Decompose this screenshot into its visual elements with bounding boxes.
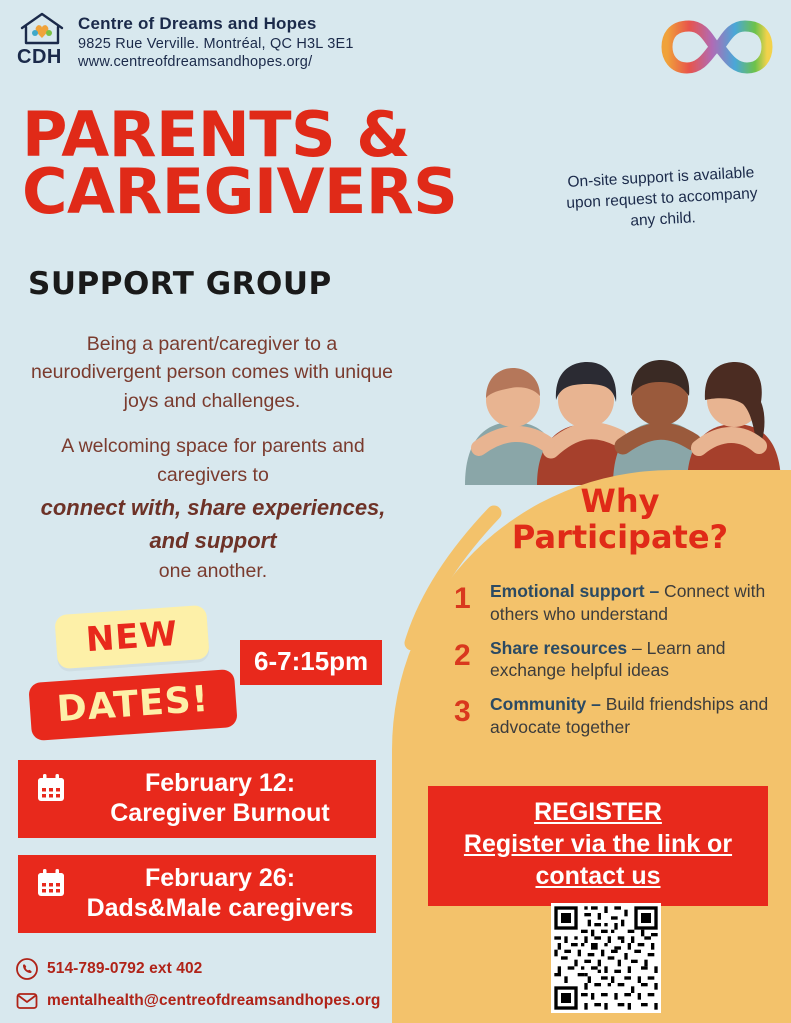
register-line-2: Register via the link or	[463, 830, 733, 858]
dates-badge	[28, 669, 238, 741]
why-heading-line-2: Participate?	[511, 517, 729, 556]
org-address: 9825 Rue Verville. Montréal, QC H3L 3E1	[78, 35, 354, 52]
onsite-support-note: On-site support is available upon request to accompany any child.	[565, 164, 758, 230]
org-info	[78, 10, 354, 72]
intro-paragraph-2-post: one another.	[158, 560, 268, 582]
page-title	[22, 98, 458, 229]
session-topic: Caregiver Burnout	[110, 799, 330, 827]
logo-text: CDH	[17, 46, 62, 68]
reasons-list	[448, 580, 783, 750]
intro-paragraph-2-pre: A welcoming space for parents and caregivers to	[61, 435, 365, 487]
house-icon	[20, 12, 64, 46]
register-title: REGISTER	[534, 798, 662, 826]
why-heading-line-1: Why	[580, 482, 660, 520]
intro-paragraph-2	[18, 432, 408, 586]
dates-badge-label: DATES!	[55, 678, 211, 731]
reason-number: 2	[454, 638, 471, 672]
intro-paragraph-1: Being a parent/caregiver to a neurodivergent person comes with unique joys and challenges.	[30, 333, 394, 412]
reason-lead: Community –	[490, 694, 601, 714]
calendar-icon	[36, 868, 66, 898]
list-item	[448, 637, 783, 683]
session-row	[18, 760, 376, 838]
people-hugging-illustration	[455, 300, 785, 485]
register-box[interactable]	[428, 786, 768, 906]
phone-number: 514-789-0792 ext 402	[47, 960, 203, 977]
why-participate-heading	[470, 484, 770, 556]
reason-text: Build friendships and advocate together	[490, 694, 769, 737]
reason-number: 1	[454, 582, 471, 615]
cdh-logo	[14, 10, 70, 72]
phone-icon	[16, 958, 38, 980]
reason-text: Connect with others who understand	[490, 581, 766, 624]
email-address: mentalhealth@centreofdreamsandhopes.org	[47, 992, 381, 1009]
list-item	[448, 580, 783, 626]
reason-lead: Emotional support –	[490, 581, 660, 601]
session-topic: Dads&Male caregivers	[86, 894, 354, 922]
header	[14, 10, 354, 72]
register-line-3: contact us	[535, 862, 661, 890]
new-badge	[54, 605, 209, 669]
intro-paragraph-2-emphasis: connect with, share experiences, and support	[40, 494, 386, 553]
neurodiversity-infinity-icon	[661, 14, 773, 80]
list-item	[448, 693, 783, 739]
title-line-2: CAREGIVERS	[22, 155, 458, 229]
qr-code[interactable]	[551, 903, 661, 1013]
reason-text: – Learn and exchange helpful ideas	[490, 637, 726, 681]
calendar-icon	[36, 773, 66, 803]
session-date: February 12:	[144, 769, 296, 797]
contact-email[interactable]	[16, 990, 380, 1012]
title-line-1: PARENTS &	[22, 98, 410, 171]
session-date: February 26:	[144, 864, 296, 892]
contact-phone[interactable]	[16, 958, 202, 980]
email-icon	[16, 990, 38, 1012]
new-badge-label: NEW	[84, 613, 180, 661]
page-subtitle: SUPPORT GROUP	[28, 266, 332, 302]
org-name: Centre of Dreams and Hopes	[78, 14, 317, 33]
time-badge: 6-7:15pm	[240, 640, 382, 685]
reason-lead: Share resources	[490, 637, 628, 658]
reason-number: 3	[454, 695, 471, 728]
org-website[interactable]: www.centreofdreamsandhopes.org/	[78, 54, 313, 71]
session-row	[18, 855, 376, 933]
